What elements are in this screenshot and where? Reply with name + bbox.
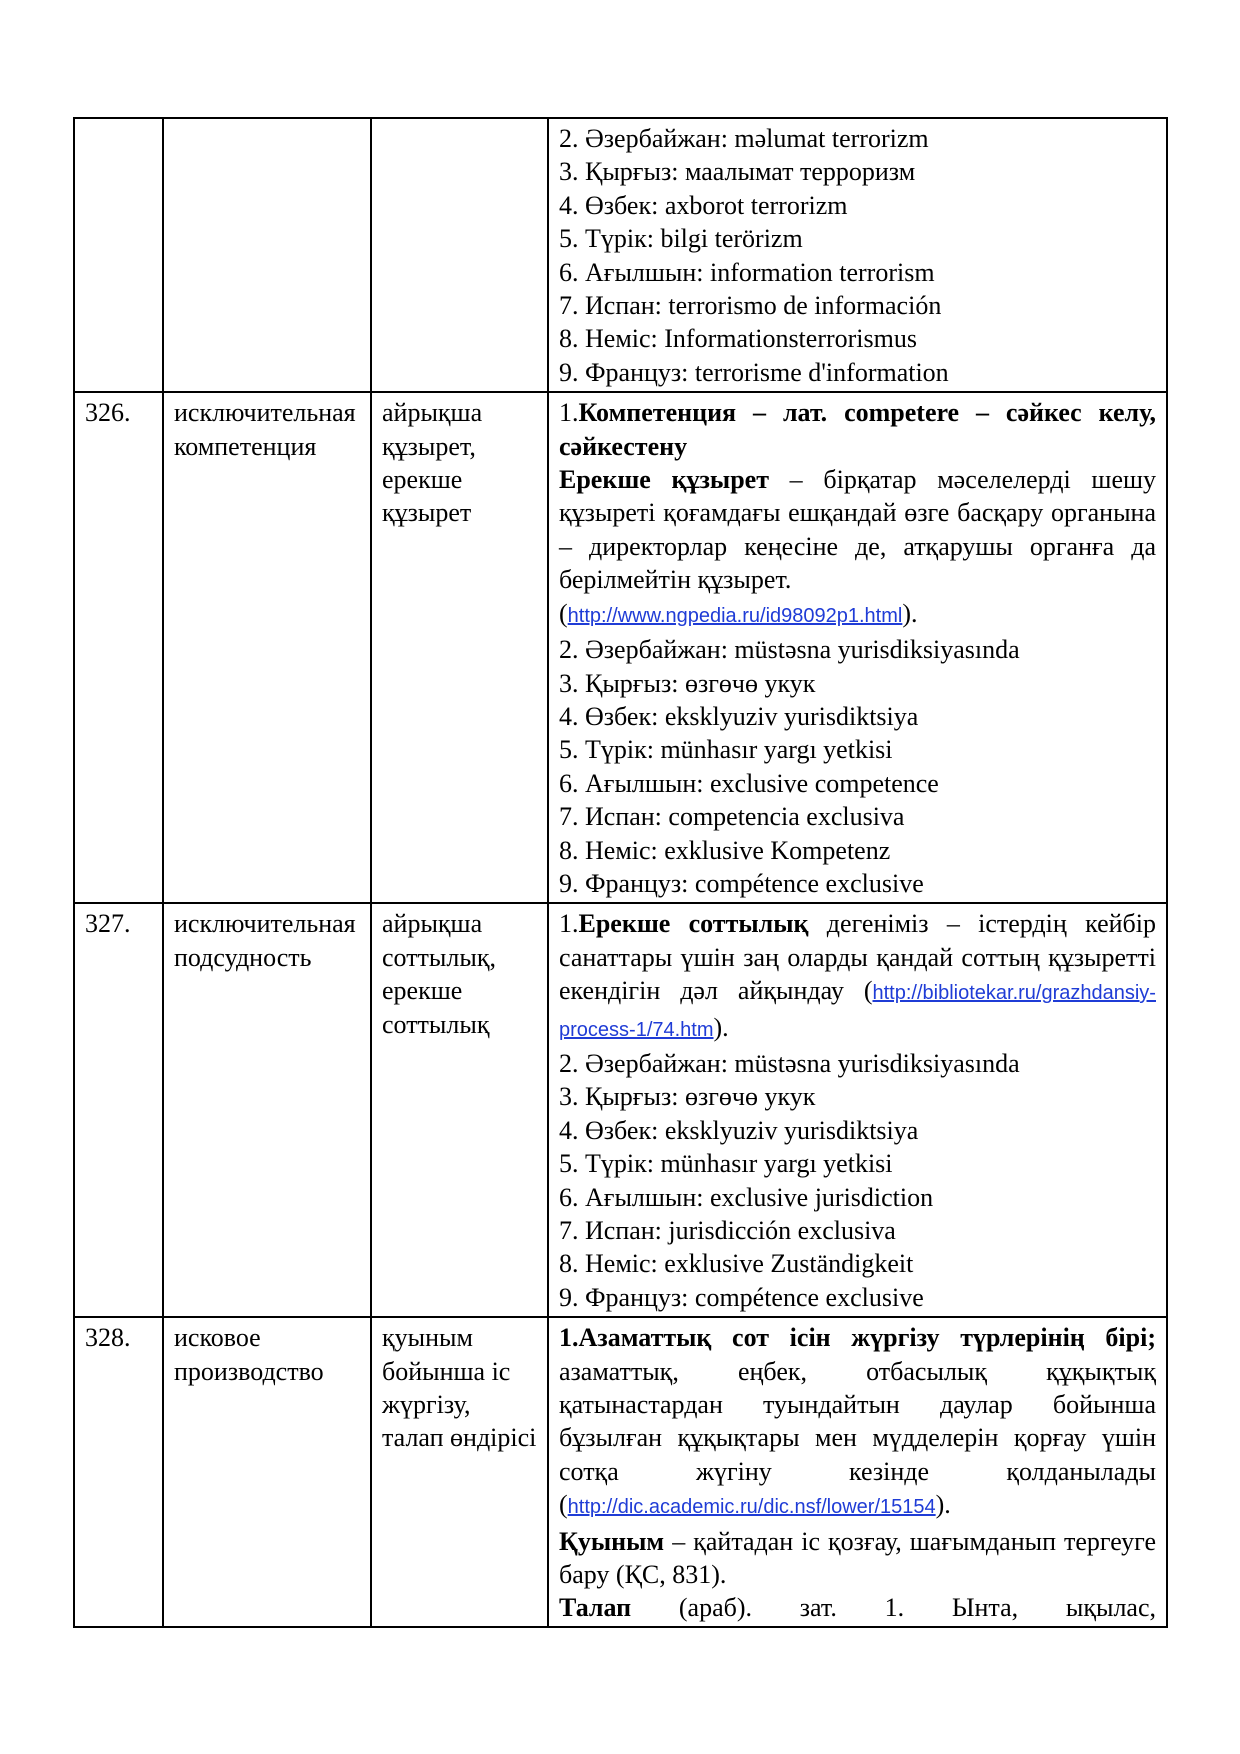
defined-term: Ерекше құзырет: [559, 465, 769, 495]
cell-number: 327.: [74, 903, 163, 1317]
table-row-325-continued: [74, 118, 1167, 392]
definition-text: Ерекше құзырет – бірқатар мәселелерді шешу құзыреті қоғамдағы ешқандай өзге басқару органына – директорлар кеңесіне де, атқарушы органға да берілмейтін құзырет.: [559, 465, 1157, 595]
lang-item: 6. Ағылшын: exclusive competence: [559, 768, 939, 798]
source-link[interactable]: http://bibliotekar.ru/grazhdansiy-process-1/74.htm: [559, 982, 1156, 1041]
cell-number: [74, 118, 163, 392]
cell-number: 328.: [74, 1317, 163, 1627]
cell-russian-term: исключительная подсудность: [163, 903, 371, 1317]
cell-definition: [548, 903, 1167, 1317]
lang-item: 8. Неміс: Informationsterrorismus: [559, 324, 917, 354]
lang-item: 9. Француз: terrorisme d'information: [559, 357, 949, 387]
cell-kazakh-term: қуыным бойынша іс жүргізу, талап өндірісі: [371, 1317, 548, 1627]
lang-item: 3. Қырғыз: маалымат терроризм: [559, 157, 916, 187]
table-row-327: [74, 903, 1167, 1317]
cell-number: 326.: [74, 392, 163, 903]
source-link[interactable]: http://www.ngpedia.ru/id98092p1.html: [567, 604, 903, 627]
table-row-328: [74, 1317, 1167, 1627]
cell-definition: [548, 118, 1167, 392]
definition-heading: 1.Азаматтық сот ісін жүргізу түрлерінің бірі;: [559, 1323, 1156, 1353]
lang-item: 9. Француз: compétence exclusive: [559, 1282, 924, 1312]
lang-item: 8. Неміс: exklusive Kompetenz: [559, 835, 891, 865]
cell-russian-term: исковое производство: [163, 1317, 371, 1627]
defined-term: Талап: [559, 1593, 632, 1623]
cell-kazakh-term: айрықша соттылық, ерекше соттылық: [371, 903, 548, 1317]
definition-text-2: Қуыным – қайтадан іс қозғау, шағымданып тергеуге бару (ҚС, 831).: [559, 1526, 1156, 1590]
lang-item: 4. Өзбек: axborot terrorizm: [559, 190, 848, 220]
cell-russian-term: исключительная компетенция: [163, 392, 371, 903]
dictionary-table: [73, 117, 1168, 1628]
lang-item: 6. Ағылшын: exclusive jurisdiction: [559, 1182, 934, 1212]
definition-text: 1.Ерекше соттылық дегеніміз – істердің кейбір санаттары үшін заң оларды қандай соттың құзыретті екендігін дәл айқындау (http://bibliotekar.ru/grazhdansiy-process-1/74.htm).: [559, 909, 1156, 1042]
lang-item: 2. Әзербайжан: müstəsna yurisdiksiyasında: [559, 635, 1020, 665]
lang-item: 3. Қырғыз: өзгөчө укук: [559, 1082, 816, 1112]
lang-item: 4. Өзбек: eksklyuziv yurisdiktsiya: [559, 1115, 919, 1145]
defined-term: Қуыным: [559, 1526, 665, 1556]
source-reference: (http://www.ngpedia.ru/id98092p1.html).: [559, 598, 918, 628]
table-row-326: [74, 392, 1167, 903]
lang-item: 8. Неміс: exklusive Zuständigkeit: [559, 1249, 914, 1279]
etymology-bold: Компетенция – лат. competere – сәйкес келу, сәйкестену: [559, 398, 1156, 461]
cell-kazakh-term: айрықша құзырет, ерекше құзырет: [371, 392, 548, 903]
cell-definition: [548, 1317, 1167, 1627]
lang-item: 6. Ағылшын: information terrorism: [559, 257, 935, 287]
cell-russian-term: [163, 118, 371, 392]
lang-item: 7. Испан: competencia exclusiva: [559, 802, 905, 832]
lang-item: 5. Түрік: münhasır yargı yetkisi: [559, 735, 893, 765]
lang-item: 3. Қырғыз: өзгөчө укук: [559, 668, 816, 698]
cell-definition: [548, 392, 1167, 903]
cell-kazakh-term: [371, 118, 548, 392]
lang-item: 7. Испан: jurisdicción exclusiva: [559, 1216, 896, 1245]
definition-text: 1.Азаматтық сот ісін жүргізу түрлерінің бірі; азаматтық, еңбек, отбасылық құқықтық қатынастардан туындайтын даулар бойынша бұзылған құқықтары мен мүдделерін қорғау үшін сотқа жүгіну кезінде қолданылады (http://dic.academic.ru/dic.nsf/lower/15154).: [559, 1323, 1156, 1520]
lang-item: 2. Әзербайжан: məlumat terrorizm: [559, 124, 929, 153]
lang-item: 2. Әзербайжан: müstəsna yurisdiksiyasında: [559, 1048, 1020, 1078]
lang-item: 5. Түрік: bilgi terörizm: [559, 224, 803, 254]
lang-item: 5. Түрік: münhasır yargı yetkisi: [559, 1149, 893, 1179]
lang-item: 7. Испан: terrorismo de información: [559, 291, 942, 321]
source-link[interactable]: http://dic.academic.ru/dic.nsf/lower/15154: [567, 1496, 936, 1519]
lang-item: 9. Француз: compétence exclusive: [559, 868, 924, 898]
truncated-line: Талап (араб). зат. 1. Ынта, ықылас,: [559, 1593, 1156, 1623]
etymology: 1.Компетенция – лат. competere – сәйкес келу, сәйкестену: [559, 398, 1156, 461]
defined-term: Ерекше соттылық: [578, 909, 809, 939]
lang-item: 4. Өзбек: eksklyuziv yurisdiktsiya: [559, 701, 919, 731]
